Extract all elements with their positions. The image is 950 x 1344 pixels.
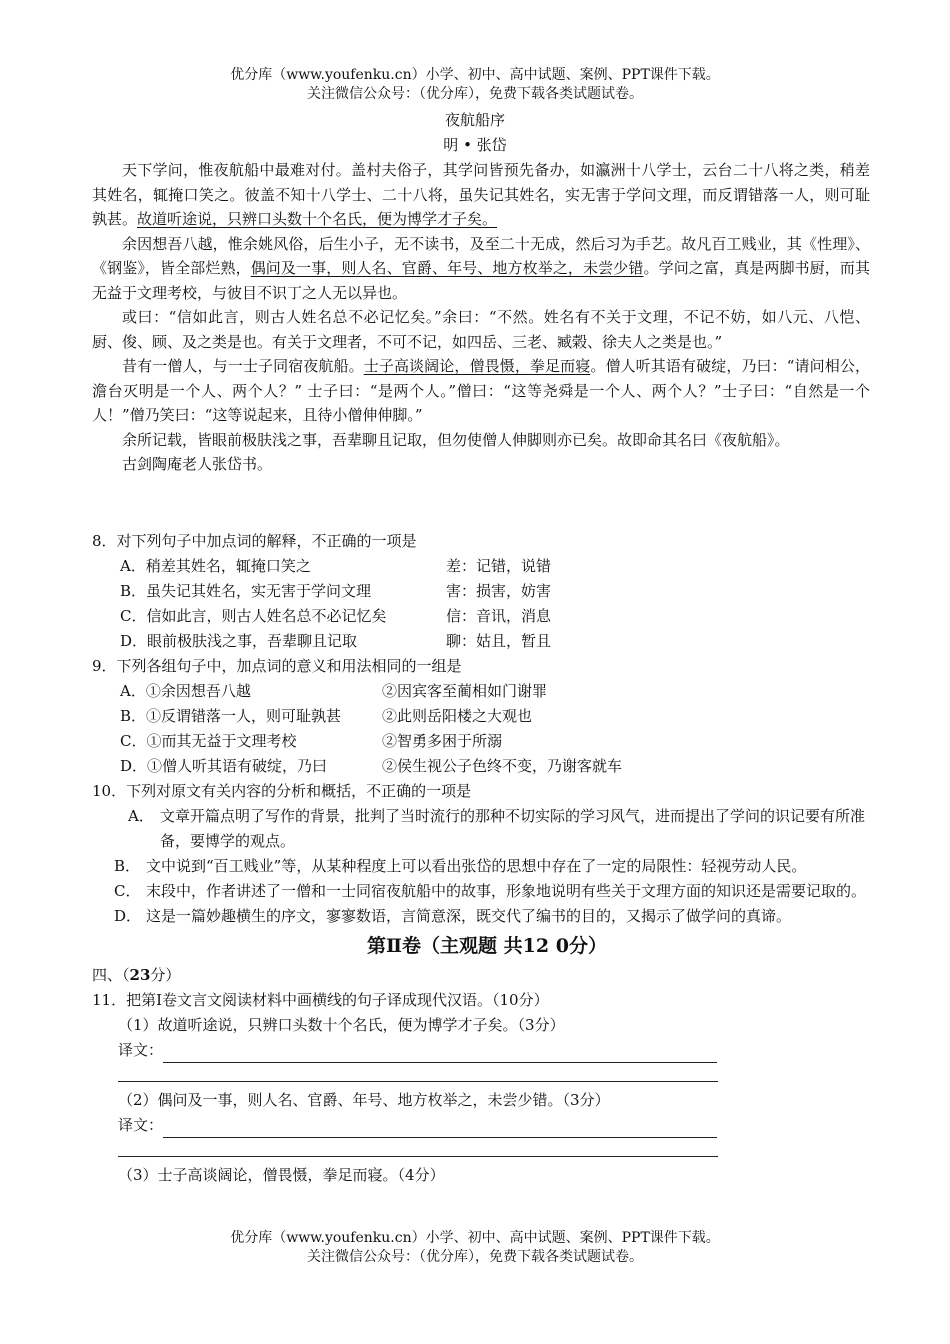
question-9-option-b xyxy=(92,704,882,729)
questions-section xyxy=(92,529,882,1188)
option-second: ②智勇多困于所溺 xyxy=(382,732,503,750)
question-11-stem: 11．把第Ⅰ卷文言文阅读材料中画横线的句子译成现代汉语。（10分） xyxy=(92,991,549,1009)
question-10-option-d xyxy=(92,904,882,929)
option-first: B．①反谓错落一人，则可耻孰甚 xyxy=(120,707,342,725)
option-first: A．①余因想吾八越 xyxy=(120,682,251,700)
option-first: C．①而其无益于文理考校 xyxy=(120,732,297,750)
question-8-option-d xyxy=(92,629,882,654)
question-10-option-b xyxy=(92,854,882,879)
part-2-title: 第Ⅱ卷（主观题 共12 0分） xyxy=(367,935,607,957)
option-sentence: B．虽失记其姓名，实无害于学问文理 xyxy=(120,582,372,600)
answer-line-2a xyxy=(92,1113,882,1138)
question-9-option-c xyxy=(92,729,882,754)
question-10-option-c xyxy=(92,879,882,904)
footer-line-1: 优分库（www.youfenku.cn）小学、初中、高中试题、案例、PPT课件下载。 xyxy=(230,1230,720,1246)
paragraph-2-text: 余因想吾八越，惟余姚风俗，后生小子，无不读书，及至二十无成，然后习为手艺。故凡百工贱业，其《性理》、《钢鉴》，皆全部烂熟， xyxy=(92,234,870,277)
answer-input-2b[interactable] xyxy=(118,1138,718,1157)
underlined-sentence-1: 故道听途说，只辨口头数十个名氏，便为博学才子矣。 xyxy=(137,210,498,228)
option-text: 文中说到“百工贱业”等，从某种程度上可以看出张岱的思想中存在了一定的局限性：轻视劳动人民。 xyxy=(146,857,807,875)
paragraph-4-text-end: 。僧人听其语有破绽，乃曰：“请问相公，澹台灭明是一个人、两个人？” 士子曰：“是两个人。”僧曰：“这等尧舜是一个人、两个人？”士子曰：“自然是一个人！”僧乃笑曰：“这等说起来，且待小僧伸伸脚。” xyxy=(92,357,870,424)
question-9-stem: 9．下列各组句子中，加点词的意义和用法相同的一组是 xyxy=(92,657,462,675)
passage-author: 明 • 张岱 xyxy=(443,136,507,154)
option-label: D． xyxy=(114,907,142,925)
paragraph-6: 古剑陶庵老人张岱书。 xyxy=(122,455,273,473)
underlined-sentence-3: 士子高谈阔论，僧畏慑，拳足而寝 xyxy=(363,357,591,375)
option-first: D．①僧人听其语有破绽，乃曰 xyxy=(120,757,328,775)
section-label-end: 分） xyxy=(150,966,181,984)
paragraph-3: 或曰：“信如此言，则古人姓名总不必记忆矣。”余曰：“不然。姓名有不关于文理，不记不妨，如八元、八恺、厨、俊、顾、及之类是也。有关于文理者，不可不记，如四岳、三老、臧榖、徐夫人之类是也。” xyxy=(92,308,870,351)
option-second: ②因宾客至蔺相如门谢罪 xyxy=(382,682,548,700)
header-line-1: 优分库（www.youfenku.cn）小学、初中、高中试题、案例、PPT课件下载。 xyxy=(230,67,720,83)
paragraph-5: 余所记载，皆眼前极肤浅之事，吾辈聊且记取，但勿使僧人伸脚则亦已矣。故即命其名曰《夜航船》。 xyxy=(122,430,790,449)
paragraph-2-text-end: 。学问之富，真是两脚书厨，而其无益于文理考校，与彼目不识丁之人无以异也。 xyxy=(92,259,870,302)
question-8-option-a xyxy=(92,554,882,579)
paragraph-4-text: 昔有一僧人，与一士子同宿夜航船。 xyxy=(122,357,364,375)
section-label: 四、（ xyxy=(92,966,130,984)
question-10-option-a xyxy=(92,804,882,854)
question-8-option-c xyxy=(92,604,882,629)
underlined-sentence-2: 偶问及一事，则人名、官爵、年号、地方枚举之，未尝少错 xyxy=(250,259,644,277)
option-text: 末段中，作者讲述了一僧和一士同宿夜航船中的故事，形象地说明有些关于文理方面的知识还是需要记取的。 xyxy=(146,882,867,900)
option-sentence: C．信如此言，则古人姓名总不必记忆矣 xyxy=(120,607,387,625)
paragraph-4 xyxy=(92,354,870,428)
paragraph-2 xyxy=(92,232,870,306)
option-sentence: A．稍差其姓名，辄掩口笑之 xyxy=(120,557,311,575)
answer-input-2[interactable] xyxy=(163,1121,717,1138)
answer-line-1a xyxy=(92,1038,882,1063)
translate-label: 译文： xyxy=(118,1116,164,1134)
option-second: ②此则岳阳楼之大观也 xyxy=(382,707,533,725)
sub-question-2: （2）偶问及一事，则人名、官爵、年号、地方枚举之，未尝少错。（3分） xyxy=(118,1091,610,1109)
option-second: ②侯生视公子色终不变，乃谢客就车 xyxy=(382,757,623,775)
paragraph-1-text: 天下学问，惟夜航船中最难对付。盖村夫俗子，其学问皆预先备办，如瀛洲十八学士，云台二十八将之类，稍差其姓名，辄掩口笑之。彼盖不知十八学士、二十八将，虽失记其姓名，实无害于学问文理，而反谓错落一人，则可耻孰甚。 xyxy=(92,161,870,228)
passage-body xyxy=(92,158,870,477)
option-label: A． xyxy=(128,807,154,825)
paragraph-1 xyxy=(92,158,870,232)
question-10-stem: 10．下列对原文有关内容的分析和概括，不正确的一项是 xyxy=(92,782,472,800)
answer-input-1[interactable] xyxy=(163,1046,717,1063)
question-9-option-a xyxy=(92,679,882,704)
question-8-option-b xyxy=(92,579,882,604)
option-label: C． xyxy=(114,882,141,900)
header-line-2: 关注微信公众号：（优分库），免费下载各类试题试卷。 xyxy=(307,86,643,102)
section-score: 23 xyxy=(129,966,151,984)
option-explanation: 聊：姑且，暂且 xyxy=(446,632,552,650)
translate-label: 译文： xyxy=(118,1041,164,1059)
passage-title: 夜航船序 xyxy=(444,111,505,129)
answer-input-1b[interactable] xyxy=(118,1063,718,1082)
option-label: B． xyxy=(114,857,141,875)
option-explanation: 信：音讯，消息 xyxy=(446,607,552,625)
sub-question-3: （3）士子高谈阔论，僧畏慑，拳足而寝。（4分） xyxy=(118,1166,445,1184)
question-9-option-d xyxy=(92,754,882,779)
option-explanation: 害：损害，妨害 xyxy=(446,582,552,600)
option-sentence: D．眼前极肤浅之事，吾辈聊且记取 xyxy=(120,632,358,650)
question-8-stem: 8．对下列句子中加点词的解释，不正确的一项是 xyxy=(92,532,417,550)
option-explanation: 差：记错，说错 xyxy=(446,557,552,575)
option-text: 这是一篇妙趣横生的序文，寥寥数语，言简意深，既交代了编书的目的，又揭示了做学问的真谛。 xyxy=(146,907,792,925)
section-four-heading xyxy=(92,963,882,988)
footer-line-2: 关注微信公众号：（优分库），免费下载各类试题试卷。 xyxy=(307,1249,643,1265)
sub-question-1: （1）故道听途说，只辨口头数十个名氏，便为博学才子矣。（3分） xyxy=(118,1016,565,1034)
option-text: 文章开篇点明了写作的背景，批判了当时流行的那种不切实际的学习风气，进而提出了学问的识记要有所准备，要博学的观点。 xyxy=(160,807,866,850)
